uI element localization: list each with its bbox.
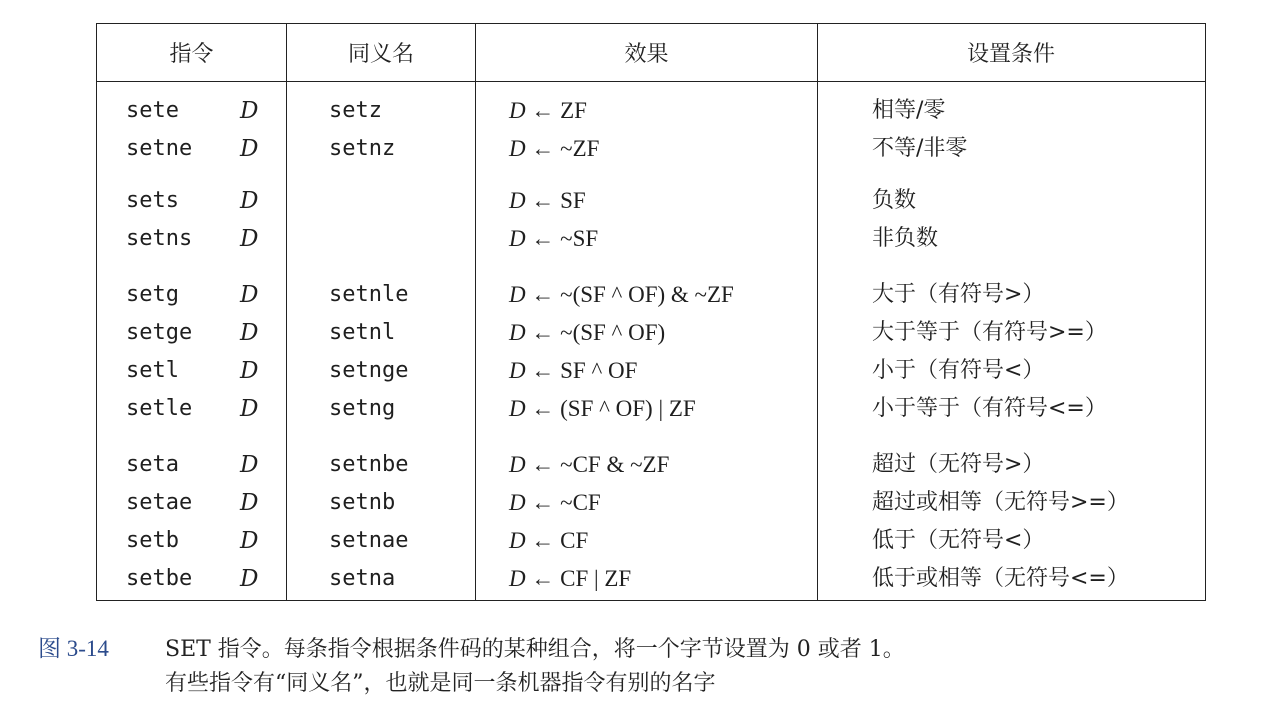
operand: D [240, 188, 259, 214]
synonym-name: setna [329, 566, 396, 591]
effect-expression [509, 314, 665, 352]
instruction-name: setbe [126, 566, 193, 591]
operand: D [240, 528, 259, 554]
operand: D [240, 136, 259, 162]
instruction-name: setne [126, 136, 193, 161]
condition-text: 非负数 [872, 226, 939, 251]
operand: D [240, 358, 259, 384]
table-row [97, 92, 1205, 130]
effect-value: ~ZF [560, 136, 600, 161]
instruction-name: setge [126, 320, 193, 345]
header-effect: 效果 [624, 42, 669, 67]
effect-value: SF [560, 188, 586, 213]
arrow-icon: ← [531, 282, 555, 307]
arrow-icon: ← [531, 136, 555, 161]
table-row [97, 446, 1205, 484]
header-instruction: 指令 [169, 42, 214, 67]
caption-line-2: 有些指令有“同义名”，也就是同一条机器指令有别的名字 [165, 671, 716, 696]
table-row [97, 352, 1205, 390]
header-condition: 设置条件 [966, 42, 1055, 67]
operand: D [240, 320, 259, 346]
effect-expression [509, 446, 669, 484]
effect-value: ZF [560, 98, 587, 123]
arrow-icon: ← [531, 490, 555, 515]
figure-caption [38, 632, 1268, 701]
instruction-name: setle [126, 396, 193, 421]
table-row [97, 484, 1205, 522]
operand: D [240, 566, 259, 592]
effect-value: ~SF [560, 226, 599, 251]
table-row [97, 276, 1205, 314]
effect-expression [509, 390, 696, 428]
condition-text: 超过（无符号>） [872, 452, 1045, 477]
set-instructions-table [96, 23, 1206, 601]
condition-text: 相等/零 [872, 98, 946, 123]
condition-text: 小于等于（有符号<=） [872, 396, 1107, 421]
header-synonym: 同义名 [347, 42, 414, 67]
instruction-name: sets [126, 188, 179, 213]
arrow-icon: ← [531, 98, 555, 123]
operand-symbol: D [509, 490, 526, 515]
table-row [97, 220, 1205, 258]
operand: D [240, 282, 259, 308]
effect-expression [509, 92, 587, 130]
effect-value: (SF ^ OF) | ZF [560, 396, 696, 421]
arrow-icon: ← [531, 226, 555, 251]
table-row [97, 560, 1205, 598]
condition-text: 不等/非零 [872, 136, 968, 161]
effect-value: ~CF [560, 490, 601, 515]
effect-expression [509, 522, 588, 560]
instruction-name: setl [126, 358, 179, 383]
operand-symbol: D [509, 320, 526, 345]
instruction-name: setb [126, 528, 179, 553]
instruction-name: setg [126, 282, 179, 307]
caption-line-1: SET 指令。每条指令根据条件码的某种组合，将一个字节设置为 0 或者 1。 [165, 637, 905, 662]
condition-text: 大于等于（有符号>=） [872, 320, 1107, 345]
table-row [97, 130, 1205, 168]
figure-label: 图 3-14 [38, 636, 109, 661]
instruction-name: setns [126, 226, 193, 251]
effect-value: ~(SF ^ OF) & ~ZF [560, 282, 734, 307]
arrow-icon: ← [531, 320, 555, 345]
operand: D [240, 396, 259, 422]
arrow-icon: ← [531, 528, 555, 553]
operand-symbol: D [509, 136, 526, 161]
operand-symbol: D [509, 396, 526, 421]
effect-expression [509, 130, 599, 168]
condition-text: 小于（有符号<） [872, 358, 1045, 383]
synonym-name: setnae [329, 528, 409, 553]
instruction-name: sete [126, 98, 179, 123]
arrow-icon: ← [531, 452, 555, 477]
effect-value: ~CF & ~ZF [560, 452, 670, 477]
synonym-name: setng [329, 396, 396, 421]
effect-expression [509, 182, 586, 220]
operand-symbol: D [509, 188, 526, 213]
operand-symbol: D [509, 282, 526, 307]
operand-symbol: D [509, 528, 526, 553]
synonym-name: setz [329, 98, 382, 123]
operand-symbol: D [509, 566, 526, 591]
instruction-name: setae [126, 490, 193, 515]
operand: D [240, 490, 259, 516]
operand-symbol: D [509, 358, 526, 383]
synonym-name: setnle [329, 282, 409, 307]
operand-symbol: D [509, 452, 526, 477]
header-divider [97, 81, 1205, 82]
table-row [97, 182, 1205, 220]
effect-value: CF [560, 528, 589, 553]
arrow-icon: ← [531, 188, 555, 213]
effect-expression [509, 484, 601, 522]
arrow-icon: ← [531, 566, 555, 591]
instruction-name: seta [126, 452, 179, 477]
effect-expression [509, 560, 631, 598]
effect-expression [509, 276, 734, 314]
condition-text: 低于（无符号<） [872, 528, 1045, 553]
arrow-icon: ← [531, 396, 555, 421]
synonym-name: setnb [329, 490, 396, 515]
condition-text: 超过或相等（无符号>=） [872, 490, 1129, 515]
synonym-name: setnl [329, 320, 396, 345]
arrow-icon: ← [531, 358, 555, 383]
operand-symbol: D [509, 226, 526, 251]
synonym-name: setnbe [329, 452, 409, 477]
effect-expression [509, 352, 637, 390]
condition-text: 负数 [872, 188, 917, 213]
table-row [97, 390, 1205, 428]
effect-value: CF | ZF [560, 566, 632, 591]
condition-text: 大于（有符号>） [872, 282, 1045, 307]
table-row [97, 522, 1205, 560]
table-row [97, 314, 1205, 352]
column-divider [475, 23, 476, 601]
synonym-name: setnz [329, 136, 396, 161]
operand-symbol: D [509, 98, 526, 123]
operand: D [240, 452, 259, 478]
condition-text: 低于或相等（无符号<=） [872, 566, 1129, 591]
effect-value: SF ^ OF [560, 358, 638, 383]
effect-expression [509, 220, 598, 258]
effect-value: ~(SF ^ OF) [560, 320, 666, 345]
operand: D [240, 98, 259, 124]
synonym-name: setnge [329, 358, 409, 383]
operand: D [240, 226, 259, 252]
